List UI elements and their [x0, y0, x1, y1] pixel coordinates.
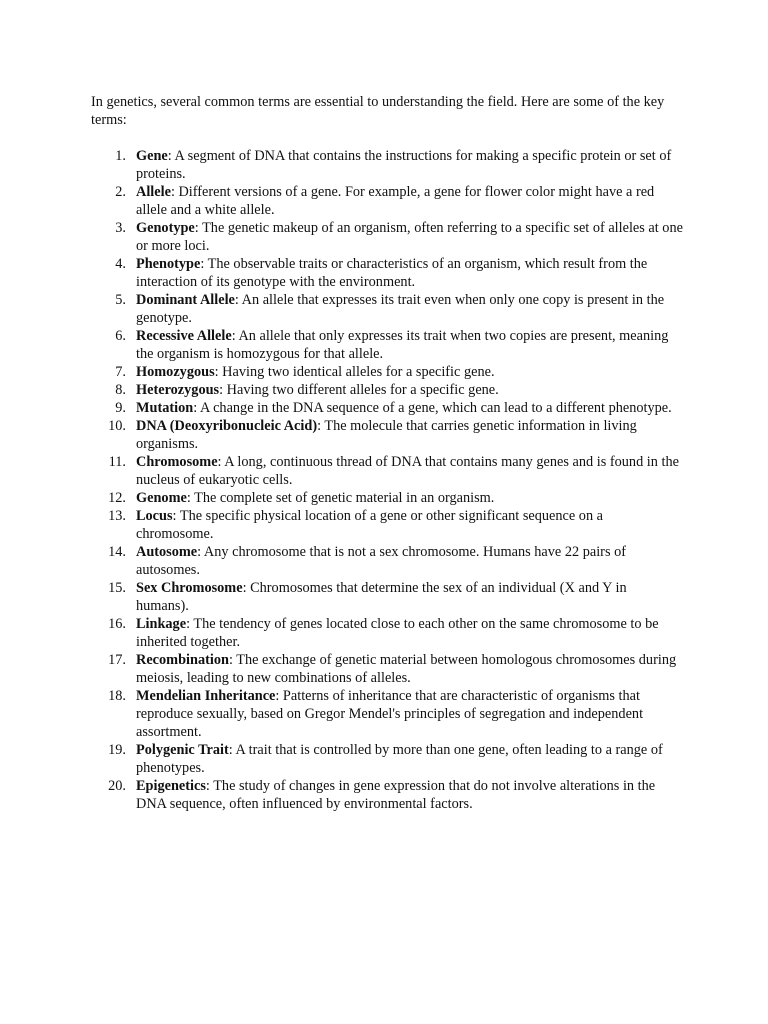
list-item	[91, 507, 683, 543]
term-definition: : A change in the DNA sequence of a gene, which can lead to a different phenotype.	[193, 400, 672, 416]
list-item	[91, 183, 683, 219]
term-name: Genotype	[136, 220, 195, 236]
term-name: Chromosome	[136, 454, 218, 470]
list-item-number: 9.	[115, 400, 126, 416]
list-item-number: 8.	[115, 382, 126, 398]
term-definition: : The genetic makeup of an organism, often referring to a specific set of alleles at one or more loci.	[136, 220, 683, 254]
list-item	[91, 687, 683, 741]
term-definition: : An allele that only expresses its trait when two copies are present, meaning the organism is homozygous for that allele.	[136, 328, 669, 362]
list-item	[91, 615, 683, 651]
term-name: Mutation	[136, 400, 194, 416]
list-item-number: 12.	[108, 490, 126, 506]
list-item	[91, 543, 683, 579]
list-item-number: 20.	[108, 778, 126, 794]
list-item	[91, 381, 683, 399]
list-item	[91, 255, 683, 291]
list-item	[91, 651, 683, 687]
list-item	[91, 741, 683, 777]
term-name: Mendelian Inheritance	[136, 688, 276, 704]
term-definition: : The complete set of genetic material in an organism.	[186, 490, 495, 506]
list-item	[91, 219, 683, 255]
list-item-number: 10.	[108, 418, 126, 434]
term-definition: : Having two identical alleles for a specific gene.	[214, 364, 495, 380]
list-item-number: 3.	[115, 220, 126, 236]
list-item-number: 2.	[115, 184, 126, 200]
list-item-number: 14.	[108, 544, 126, 560]
term-name: Genome	[136, 490, 187, 506]
list-item-number: 5.	[115, 292, 126, 308]
term-name: Polygenic Trait	[136, 742, 229, 758]
term-definition: : An allele that expresses its trait even when only one copy is present in the genotype.	[136, 292, 665, 326]
term-name: Autosome	[136, 544, 198, 560]
term-definition: : The specific physical location of a gene or other significant sequence on a chromosome.	[136, 508, 604, 542]
term-definition: : Patterns of inheritance that are characteristic of organisms that reproduce sexually, based on Gregor Mendel's principles of segregation and independent assortment.	[136, 688, 644, 740]
terms-list	[91, 147, 683, 813]
term-name: Sex Chromosome	[136, 580, 243, 596]
list-item	[91, 777, 683, 813]
list-item-number: 18.	[108, 688, 126, 704]
term-definition: : Having two different alleles for a specific gene.	[219, 382, 499, 398]
term-definition: : A long, continuous thread of DNA that contains many genes and is found in the nucleus of eukaryotic cells.	[136, 454, 679, 488]
term-name: Recessive Allele	[136, 328, 232, 344]
term-definition: : The observable traits or characteristics of an organism, which result from the interaction of its genotype with the environment.	[136, 256, 648, 290]
intro-paragraph: In genetics, several common terms are essential to understanding the field. Here are some of the key terms:	[91, 94, 665, 128]
term-name: Dominant Allele	[136, 292, 235, 308]
term-definition: : A trait that is controlled by more than one gene, often leading to a range of phenotypes.	[136, 742, 663, 776]
term-name: Recombination	[136, 652, 229, 668]
list-item-number: 17.	[108, 652, 126, 668]
list-item-number: 4.	[115, 256, 126, 272]
list-item	[91, 147, 683, 183]
term-definition: : The study of changes in gene expression that do not involve alterations in the DNA sequence, often influenced by environmental factors.	[136, 778, 656, 812]
term-definition: : A segment of DNA that contains the instructions for making a specific protein or set of proteins.	[136, 148, 672, 182]
list-item-number: 11.	[108, 454, 126, 470]
term-definition: : The exchange of genetic material between homologous chromosomes during meiosis, leading to new combinations of alleles.	[136, 652, 677, 686]
list-item	[91, 579, 683, 615]
list-item	[91, 453, 683, 489]
list-item-number: 1.	[115, 148, 126, 164]
term-name: Phenotype	[136, 256, 201, 272]
term-name: Homozygous	[136, 364, 215, 380]
list-item-number: 16.	[108, 616, 126, 632]
term-name: Heterozygous	[136, 382, 220, 398]
list-item	[91, 291, 683, 327]
list-item-number: 7.	[115, 364, 126, 380]
list-item	[91, 417, 683, 453]
list-item-number: 19.	[108, 742, 126, 758]
term-name: Linkage	[136, 616, 187, 632]
list-item	[91, 489, 683, 507]
document-page	[91, 93, 683, 813]
term-definition: : The tendency of genes located close to each other on the same chromosome to be inherited together.	[136, 616, 659, 650]
term-definition: : Any chromosome that is not a sex chromosome. Humans have 22 pairs of autosomes.	[136, 544, 626, 578]
list-item-number: 13.	[108, 508, 126, 524]
list-item	[91, 399, 683, 417]
term-name: DNA (Deoxyribonucleic Acid)	[136, 418, 318, 434]
term-definition: : Chromosomes that determine the sex of an individual (X and Y in humans).	[136, 580, 627, 614]
list-item-number: 15.	[108, 580, 126, 596]
term-name: Gene	[136, 148, 168, 164]
list-item	[91, 363, 683, 381]
term-name: Locus	[136, 508, 173, 524]
term-name: Epigenetics	[136, 778, 206, 794]
term-definition: : Different versions of a gene. For example, a gene for flower color might have a red allele and a white allele.	[136, 184, 655, 218]
term-definition: : The molecule that carries genetic information in living organisms.	[136, 418, 637, 452]
term-name: Allele	[136, 184, 171, 200]
list-item-number: 6.	[115, 328, 126, 344]
list-item	[91, 327, 683, 363]
